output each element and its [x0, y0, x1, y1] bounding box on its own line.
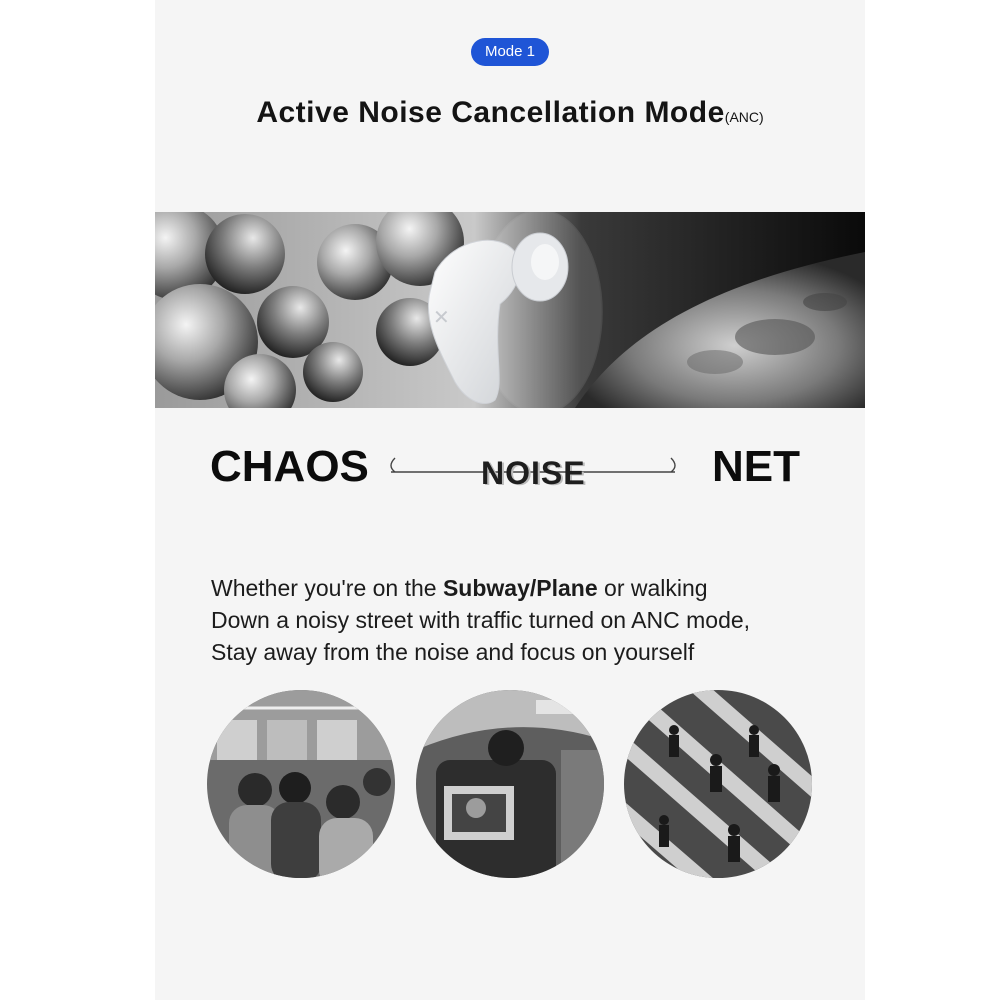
crosswalk-photo	[624, 690, 812, 878]
page-title	[155, 96, 865, 130]
svg-text:✕: ✕	[433, 305, 450, 329]
description-line-3: Stay away from the noise and focus on yourself	[211, 639, 695, 665]
hero-banner	[155, 212, 865, 408]
description-line-2: Down a noisy street with traffic turned on ANC mode,	[211, 607, 751, 633]
tagline-chaos: CHAOS	[210, 442, 369, 491]
mode-badge: Mode 1	[471, 38, 549, 66]
description	[211, 572, 750, 668]
plane-photo	[416, 690, 604, 878]
title-suffix: (ANC)	[724, 109, 764, 125]
tagline-net: NET	[712, 442, 800, 491]
tagline	[155, 442, 865, 502]
scenario-photos	[155, 690, 865, 880]
subway-photo	[207, 690, 395, 878]
description-line-1: Whether you're on the Subway/Plane or walking	[211, 575, 708, 601]
content-panel	[155, 0, 865, 1000]
title-main: Active Noise Cancellation Mode	[256, 96, 725, 129]
highlight-subway-plane: Subway/Plane	[442, 575, 598, 601]
tagline-noise: NOISE	[481, 455, 586, 491]
